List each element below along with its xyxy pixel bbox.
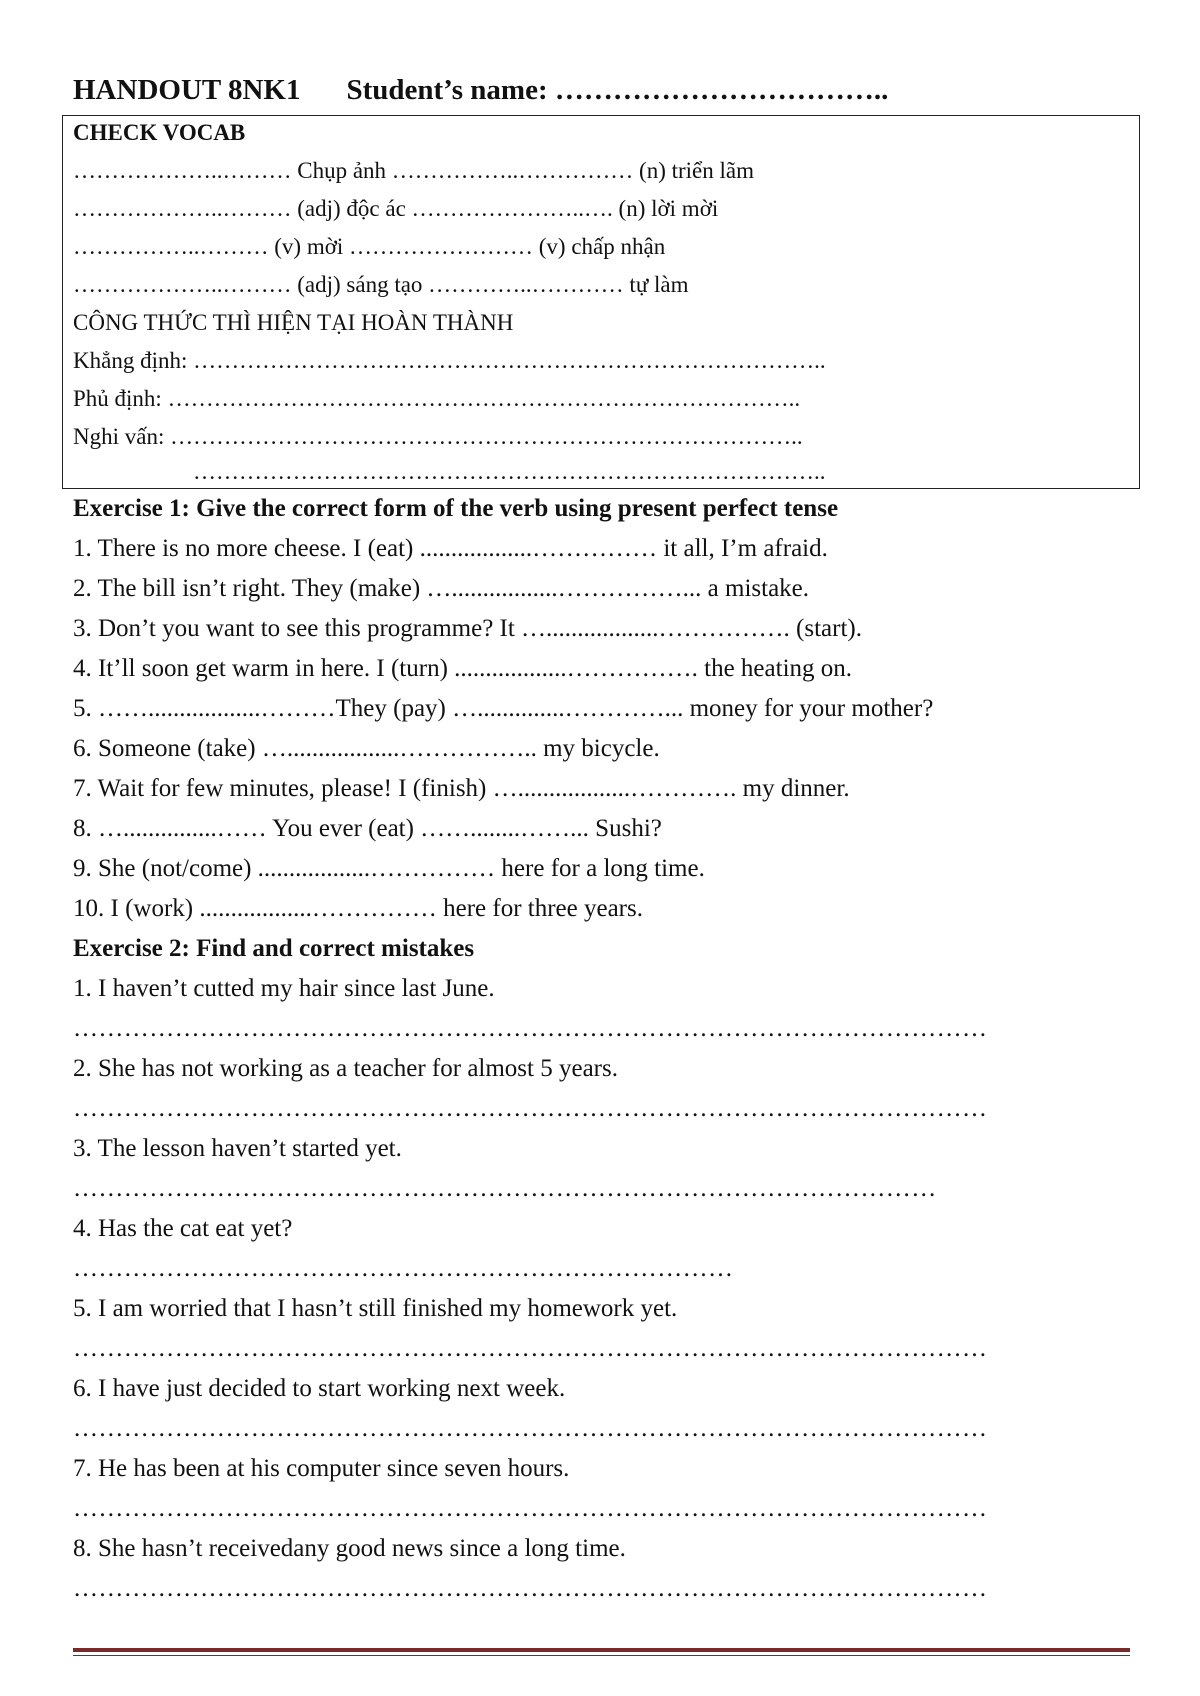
exercise2-answer-line: ……………………………………………………………………………………………… — [73, 1575, 988, 1602]
exercise2-answer-line: ……………………………………………………………………………………………… — [73, 1015, 988, 1042]
exercise2-item: 8. She hasn’t receivedany good news since a long time. — [73, 1535, 626, 1562]
student-name-field: Student’s name: …………………………….. — [346, 74, 889, 106]
check-vocab-heading: CHECK VOCAB — [73, 120, 246, 145]
exercise2-answer-line: …………………………………………………………………… — [73, 1255, 734, 1282]
exercise2-item: 3. The lesson haven’t started yet. — [73, 1135, 402, 1162]
check-vocab-box — [62, 115, 1140, 489]
formula-question: Nghi vấn: ……………………………………………………………………….. — [73, 424, 803, 449]
exercise2-answer-line: ……………………………………………………………………………………………… — [73, 1415, 988, 1442]
exercise1-item: 5. ……..................………They (pay) …..............…………... money for your mother? — [73, 695, 934, 722]
exercise2-answer-line: ……………………………………………………………………………………………… — [73, 1495, 988, 1522]
exercise2-item: 2. She has not working as a teacher for almost 5 years. — [73, 1055, 618, 1082]
formula-question-continued: ……………………………………………………………………….. — [193, 459, 826, 484]
exercise2-item: 1. I haven’t cutted my hair since last June. — [73, 975, 495, 1002]
exercise2-answer-line: ………………………………………………………………………………………… — [73, 1175, 937, 1202]
exercise2-title: Exercise 2: Find and correct mistakes — [73, 935, 475, 962]
exercise2-item: 5. I am worried that I hasn’t still finished my homework yet. — [73, 1295, 678, 1322]
exercise1-item: 4. It’ll soon get warm in here. I (turn) ..................……………. the heating on. — [73, 655, 853, 682]
vocab-row: ………………..……… Chụp ảnh ……………..…………… (n) triển lãm — [73, 158, 755, 183]
exercise2-item: 7. He has been at his computer since seven hours. — [73, 1455, 570, 1482]
exercise1-item: 9. She (not/come) ..................…………… here for a long time. — [73, 855, 705, 882]
formula-negative: Phủ định: ……………………………………………………………………….. — [73, 386, 801, 411]
exercise1-item: 1. There is no more cheese. I (eat) ..................…………… it all, I’m afraid. — [73, 535, 828, 562]
exercise1-item: 10. I (work) ..................…………… here for three years. — [73, 895, 643, 922]
handout-title: HANDOUT 8NK1 — [73, 74, 301, 106]
exercise2-item: 6. I have just decided to start working next week. — [73, 1375, 566, 1402]
formula-heading: CÔNG THỨC THÌ HIỆN TẠI HOÀN THÀNH — [73, 310, 514, 335]
footer-rule-thin — [73, 1655, 1130, 1656]
exercise2-answer-line: ……………………………………………………………………………………………… — [73, 1335, 988, 1362]
exercise1-item: 2. The bill isn’t right. They (make) ….................……………... a mistake. — [73, 575, 810, 602]
handout-header — [73, 74, 888, 107]
exercise1-item: 8. …...............…… You ever (eat) ……........……... Sushi? — [73, 815, 662, 842]
formula-affirmative: Khẳng định: ……………………………………………………………………….. — [73, 348, 826, 373]
exercise1-item: 3. Don’t you want to see this programme? It …..................……………. (start). — [73, 615, 863, 642]
exercise2-item: 4. Has the cat eat yet? — [73, 1215, 293, 1242]
vocab-row: ………………..……… (adj) độc ác …………………..…. (n) lời mời — [73, 196, 719, 221]
exercise1-item: 7. Wait for few minutes, please! I (finish) …..................…………. my dinner. — [73, 775, 850, 802]
exercise2-answer-line: ……………………………………………………………………………………………… — [73, 1095, 988, 1122]
exercise1-title: Exercise 1: Give the correct form of the verb using present perfect tense — [73, 495, 839, 522]
footer-rule — [73, 1648, 1130, 1652]
exercise1-item: 6. Someone (take) …..................…………….. my bicycle. — [73, 735, 660, 762]
vocab-row: ………………..……… (adj) sáng tạo …………..………… tự làm — [73, 272, 689, 297]
vocab-row: ……………..……… (v) mời …………………… (v) chấp nhận — [73, 234, 666, 259]
